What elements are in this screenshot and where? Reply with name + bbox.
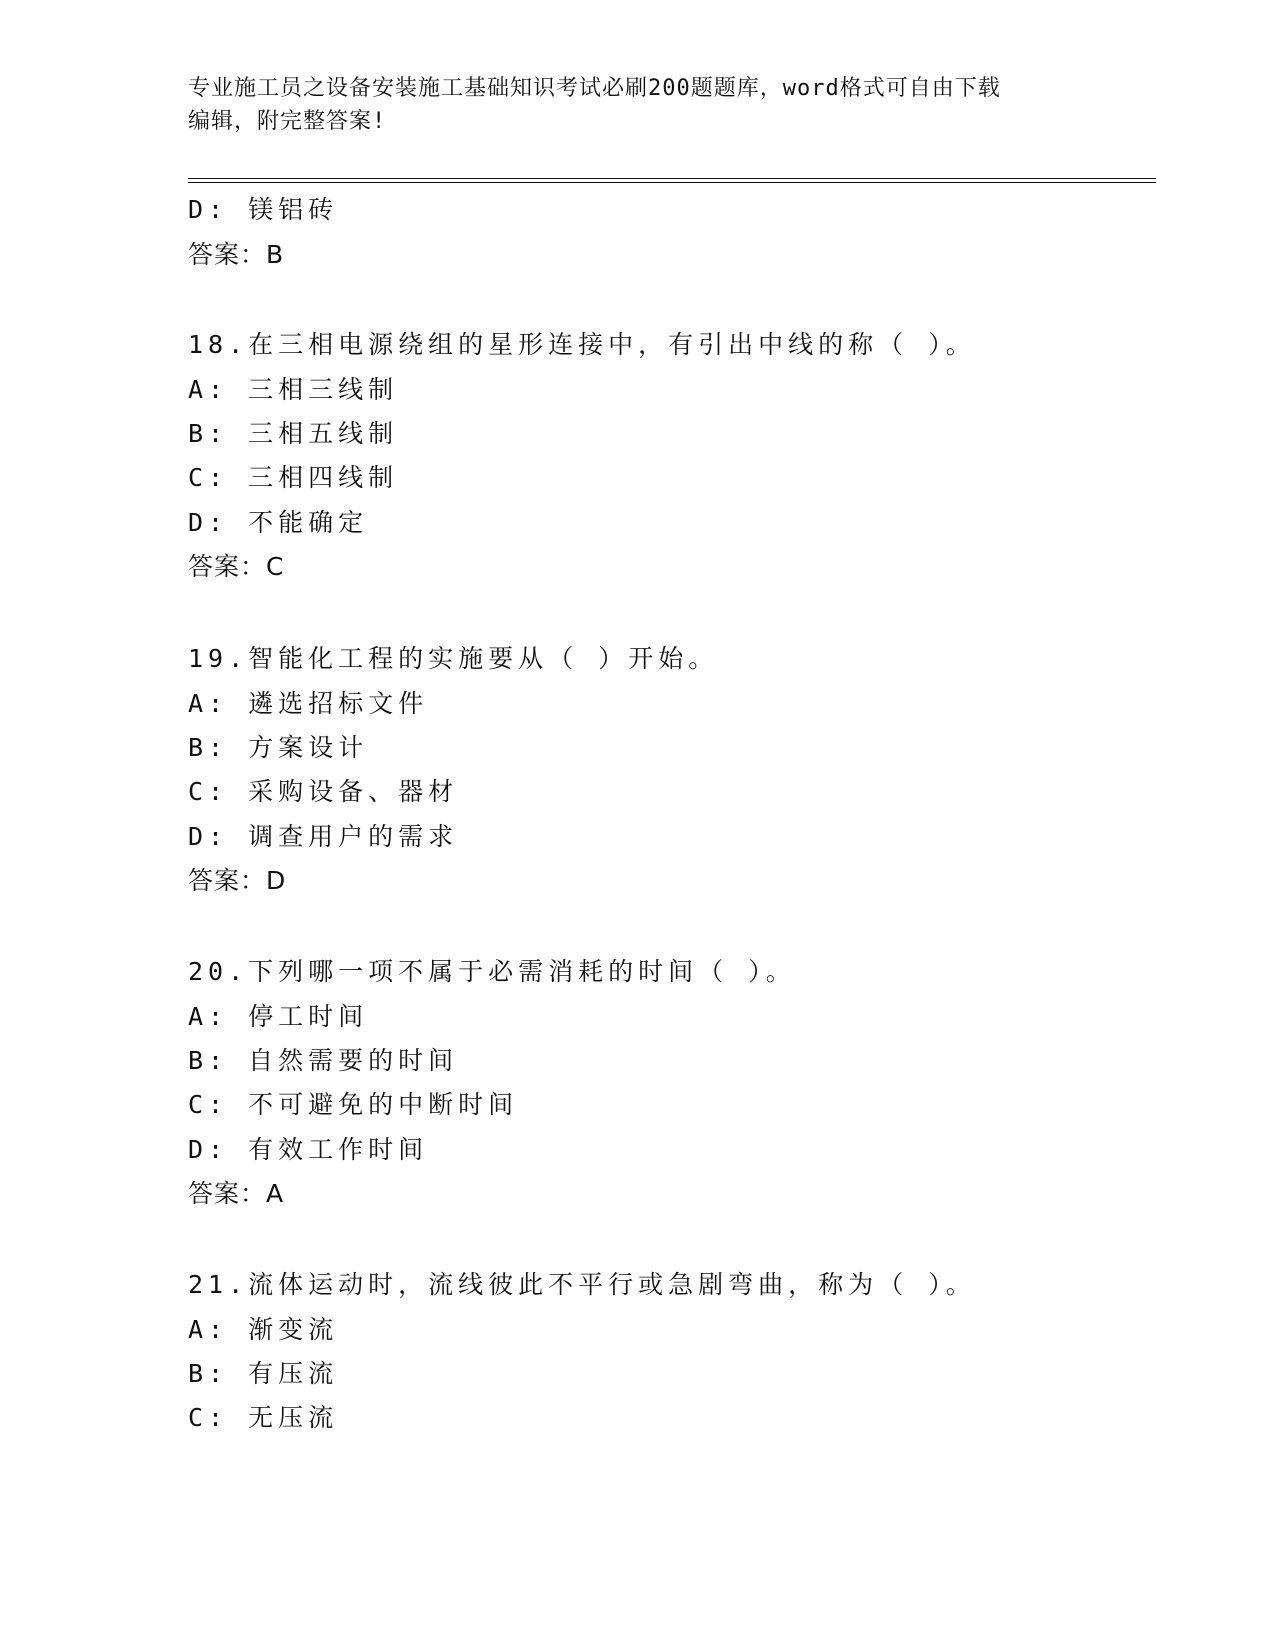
question-19: 19.智能化工程的实施要从（ ）开始。 xyxy=(188,644,719,673)
option-c: C: 无压流 xyxy=(188,1403,339,1432)
header-rule-bottom xyxy=(188,182,1156,183)
option-c: C: 不可避免的中断时间 xyxy=(188,1090,519,1119)
answer-line: 答案：D xyxy=(188,866,287,895)
option-b: B: 有压流 xyxy=(188,1359,339,1388)
option-d: D: 调查用户的需求 xyxy=(188,822,459,851)
option-a: A: 渐变流 xyxy=(188,1315,339,1344)
answer-line: 答案：A xyxy=(188,1179,285,1208)
header-line-1: 专业施工员之设备安装施工基础知识考试必刷200题题库，word格式可自由下载 xyxy=(188,76,1001,101)
question-20: 20.下列哪一项不属于必需消耗的时间（ ）。 xyxy=(188,957,796,986)
option-a: A: 遴选招标文件 xyxy=(188,689,429,718)
option-d: D: 有效工作时间 xyxy=(188,1135,429,1164)
question-18: 18.在三相电源绕组的星形连接中，有引出中线的称（ ）。 xyxy=(188,330,976,359)
answer-line: 答案：B xyxy=(188,240,285,269)
option-b: B: 方案设计 xyxy=(188,733,369,762)
question-21: 21.流体运动时，流线彼此不平行或急剧弯曲，称为（ ）。 xyxy=(188,1270,976,1299)
option-b: B: 三相五线制 xyxy=(188,419,399,448)
option-c: C: 采购设备、器材 xyxy=(188,777,459,806)
option-a: A: 三相三线制 xyxy=(188,375,399,404)
option-d: D: 镁铝砖 xyxy=(188,195,339,224)
answer-line: 答案：C xyxy=(188,552,285,581)
document-header xyxy=(188,72,1088,138)
option-a: A: 停工时间 xyxy=(188,1002,369,1031)
option-d: D: 不能确定 xyxy=(188,508,369,537)
header-rule-top xyxy=(188,178,1156,179)
option-b: B: 自然需要的时间 xyxy=(188,1046,459,1075)
option-c: C: 三相四线制 xyxy=(188,463,399,492)
header-line-2: 编辑，附完整答案! xyxy=(188,109,387,134)
